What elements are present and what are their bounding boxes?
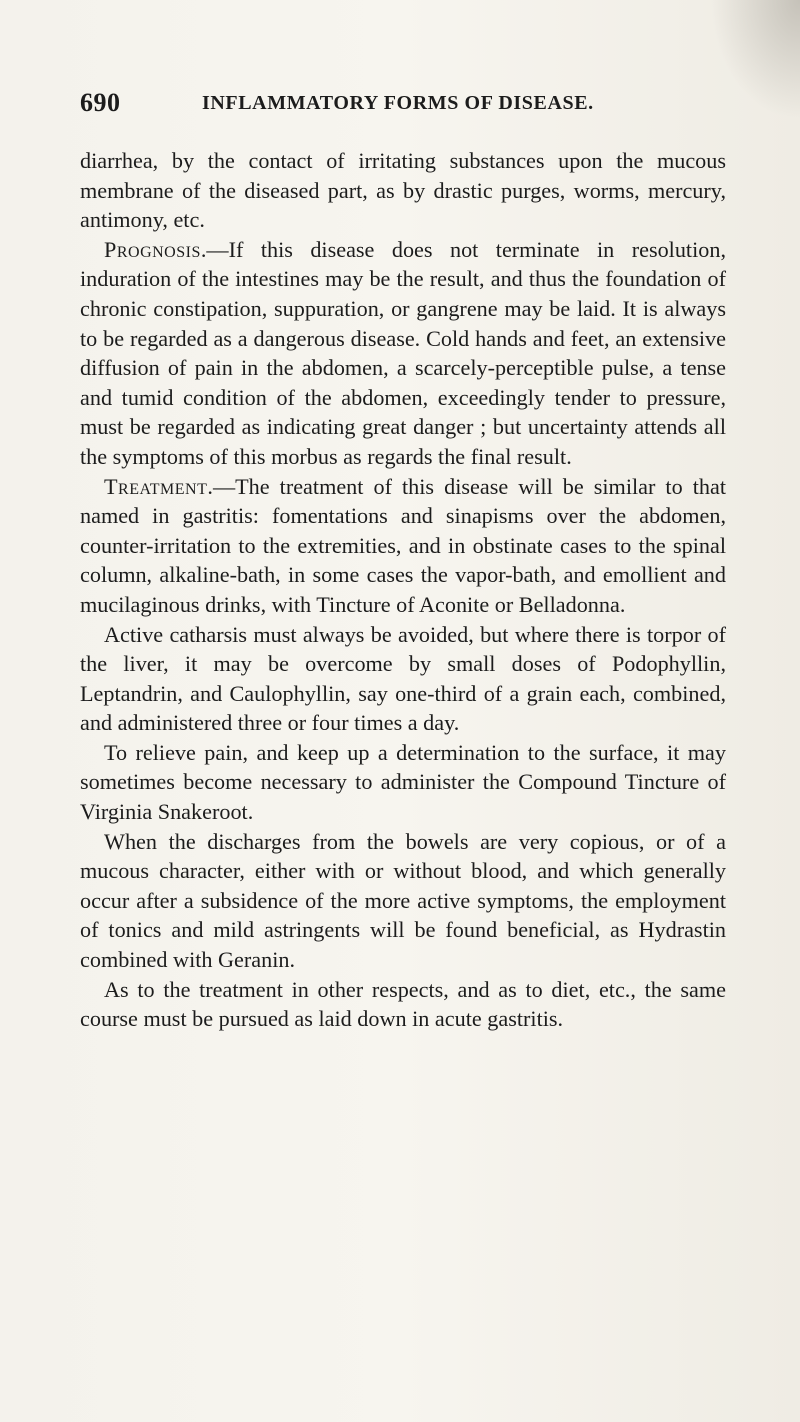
paragraph-text: diarrhea, by the contact of irritating substances upon the mucous membrane of the diseased part, as by drastic purges, worms, mercury, antimony, etc. <box>80 148 726 233</box>
paragraph-text: .—If this disease does not terminate in resolution, induration of the intestines may be the result, and thus the foundation of chronic constipation, suppuration, or gangrene may be laid. It is always to be regarded as a dangerous disease. Cold hands and feet, an extensive diffusion of pain in the abdomen, a scarcely-perceptible pulse, a tense and tumid condition of the abdomen, exceedingly tender to pressure, must be regarded as indicating great danger ; but uncertainty attends all the symptoms of this morbus as regards the final result. <box>80 236 726 469</box>
paragraph-text: Active catharsis must always be avoided, but where there is torpor of the liver, it may be overcome by small doses of Podophyllin, Leptandrin, and Caulophyllin, say one-third of a grain each, combined, and administered three or four times a day. <box>80 621 726 736</box>
paragraph-text: When the discharges from the bowels are very copious, or of a mucous character, either with or without blood, and which generally occur after a subsidence of the more active symptoms, the employment of tonics and mild astringents will be found beneficial, as Hydrastin combined with Geranin. <box>80 828 726 973</box>
paragraph-text: To relieve pain, and keep up a determination to the surface, it may sometimes become necessary to administer the Compound Tincture of Virginia Snakeroot. <box>80 739 726 825</box>
paragraph-treatment <box>80 472 726 620</box>
running-head <box>80 88 720 118</box>
section-heading-treatment: Treatment <box>104 473 208 499</box>
running-head-title: INFLAMMATORY FORMS OF DISEASE. <box>202 92 594 114</box>
paragraph-diet <box>80 975 726 1034</box>
paragraph-prognosis <box>80 235 726 472</box>
paragraph-catharsis <box>80 620 726 738</box>
page-number: 690 <box>80 88 121 117</box>
paragraph-pain-relief <box>80 738 726 827</box>
paragraph-text: As to the treatment in other respects, and as to diet, etc., the same course must be pursued as laid down in acute gastritis. <box>80 976 726 1032</box>
body-text <box>80 146 726 1034</box>
section-heading-prognosis: Prognosis <box>104 236 201 262</box>
page-corner-shadow <box>710 0 800 120</box>
paragraph-discharges <box>80 827 726 975</box>
paragraph-continuation <box>80 146 726 235</box>
paragraph-text: .—The treatment of this disease will be similar to that named in gastritis: fomentations and sinapisms over the abdomen, counter-irritation to the extremities, and in obstinate cases to the spinal column, alkaline-bath, in some cases the vapor-bath, and emollient and mucilaginous drinks, with Tincture of Aconite or Belladonna. <box>80 473 726 617</box>
